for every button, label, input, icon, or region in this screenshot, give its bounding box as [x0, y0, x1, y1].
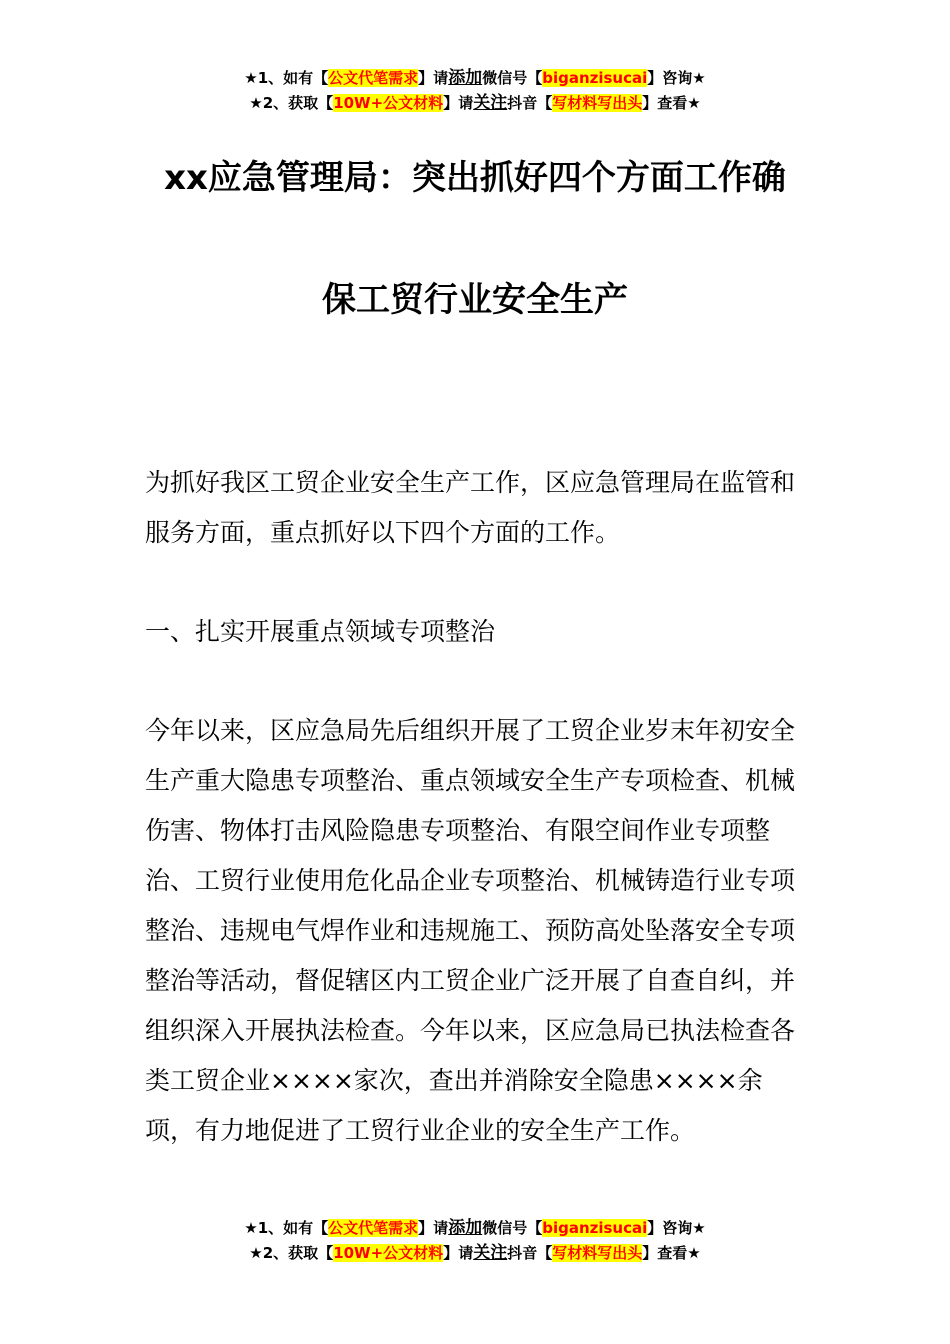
footer-highlight-wechat-id: biganzisucai — [542, 1219, 648, 1237]
highlight-ghostwriting: 公文代笔需求 — [328, 69, 419, 87]
section-1-heading: 一、扎实开展重点领域专项整治 — [145, 617, 496, 646]
highlight-wechat-id: biganzisucai — [542, 69, 648, 87]
footer-banner-line-2: ★2、获取【10W+公文材料】请关注抖音【写材料写出头】查看★ — [249, 1243, 701, 1263]
document-title-line-2: 保工贸行业安全生产 — [322, 280, 628, 320]
footer-highlight-douyin: 写材料写出头 — [552, 1244, 643, 1262]
footer-highlight-materials: 10W+公文材料 — [333, 1244, 444, 1262]
document-title-line-1: xx应急管理局：突出抓好四个方面工作确 — [164, 158, 786, 198]
highlight-douyin: 写材料写出头 — [552, 94, 643, 112]
intro-paragraph: 为抓好我区工贸企业安全生产工作，区应急管理局在监管和服务方面，重点抓好以下四个方面的工作。 — [145, 468, 796, 547]
footer-banner-line-1: ★1、如有【公文代笔需求】请添加微信号【biganzisucai】咨询★ — [244, 1218, 706, 1238]
banner-line-1: ★1、如有【公文代笔需求】请添加微信号【biganzisucai】咨询★ — [244, 68, 706, 88]
section-1-paragraph: 今年以来，区应急局先后组织开展了工贸企业岁末年初安全生产重大隐患专项整治、重点领域安全生产专项检查、机械伤害、物体打击风险隐患专项整治、有限空间作业专项整治、工贸行业使用危化品企业专项整治、机械铸造行业专项整治、违规电气焊作业和违规施工、预防高处坠落安全专项整治等活动，督促辖区内工贸企业广泛开展了自查自纠，并组织深入开展执法检查。今年以来，区应急局已执法检查各类工贸企业××××家次，查出并消除安全隐患××××余项，有力地促进了工贸行业企业的安全生产工作。 — [145, 716, 796, 1145]
header-banner — [0, 66, 950, 116]
highlight-materials: 10W+公文材料 — [333, 94, 444, 112]
banner-line-2: ★2、获取【10W+公文材料】请关注抖音【写材料写出头】查看★ — [249, 93, 701, 113]
footer-banner — [0, 1216, 950, 1266]
footer-highlight-ghostwriting: 公文代笔需求 — [328, 1219, 419, 1237]
